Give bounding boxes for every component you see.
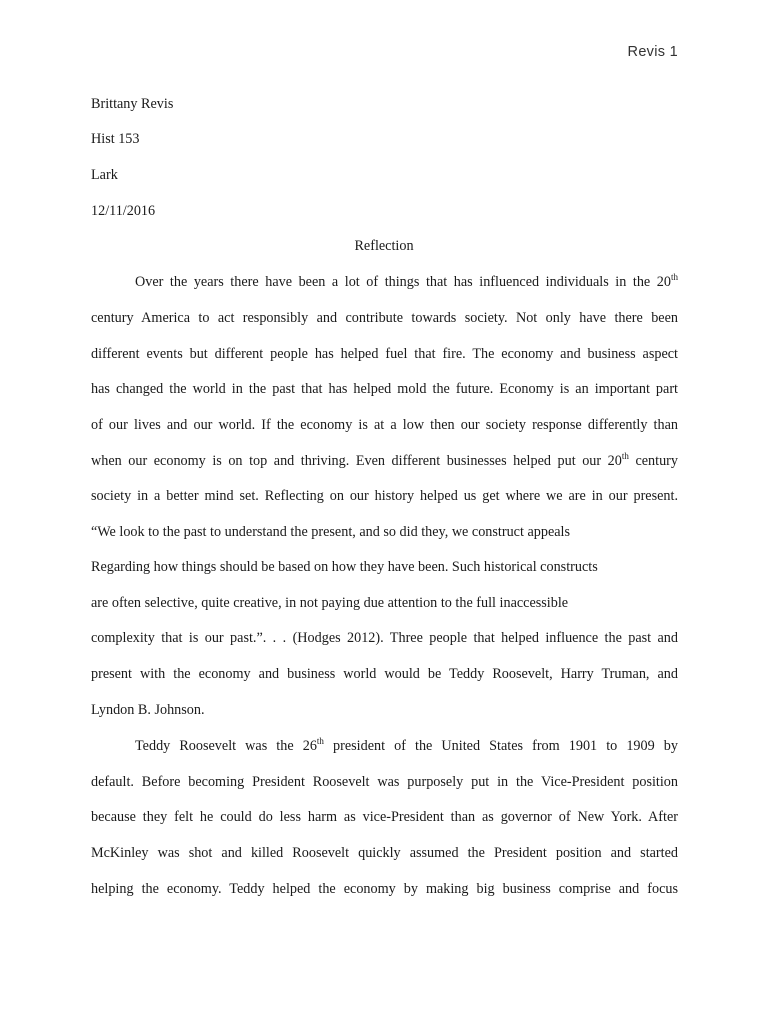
quote-line-1: “We look to the past to understand the present, and so did they, we construct appeals <box>91 524 570 540</box>
paragraph-2-line-5: helping the economy. Teddy helped the economy by making big business comprise and focus <box>91 881 678 897</box>
paragraph-1-line-2: century America to act responsibly and contribute towards society. Not only have there been <box>91 310 678 326</box>
paragraph-1-line-11: complexity that is our past.”. . . (Hodges 2012). Three people that helped influence the past and <box>91 630 678 646</box>
document-date: 12/11/2016 <box>91 203 156 219</box>
course-name: Hist 153 <box>91 131 140 147</box>
running-head: Revis 1 <box>627 44 678 60</box>
document-title: Reflection <box>354 238 414 254</box>
instructor-name: Lark <box>91 167 118 183</box>
author-name: Brittany Revis <box>91 96 174 112</box>
quote-line-3: are often selective, quite creative, in not paying due attention to the full inaccessible <box>91 595 569 611</box>
paragraph-1-line-5: of our lives and our world. If the economy is at a low then our society response differently than <box>91 417 678 433</box>
paragraph-1-line-1: Over the years there have been a lot of things that has influenced individuals in the 20th <box>135 272 678 290</box>
paragraph-1-line-6: when our economy is on top and thriving. Even different businesses helped put our 20th century <box>91 451 678 469</box>
paragraph-1-line-3: different events but different people has helped fuel that fire. The economy and business aspect <box>91 346 678 362</box>
paragraph-2-line-1: Teddy Roosevelt was the 26th president of the United States from 1901 to 1909 by <box>135 736 678 754</box>
paragraph-1-line-7: society in a better mind set. Reflecting on our history helped us get where we are in our present. <box>91 488 678 504</box>
paragraph-1-line-12: present with the economy and business world would be Teddy Roosevelt, Harry Truman, and <box>91 666 678 682</box>
quote-line-2: Regarding how things should be based on how they have been. Such historical constructs <box>91 559 598 575</box>
paragraph-2-line-3: because they felt he could do less harm as vice-President than as governor of New York. After <box>91 809 678 825</box>
paragraph-1-line-4: has changed the world in the past that has helped mold the future. Economy is an important part <box>91 381 678 397</box>
paragraph-2-line-2: default. Before becoming President Roosevelt was purposely put in the Vice-President position <box>91 774 678 790</box>
paragraph-2-line-4: McKinley was shot and killed Roosevelt quickly assumed the President position and started <box>91 845 678 861</box>
paragraph-1-line-13: Lyndon B. Johnson. <box>91 702 205 718</box>
